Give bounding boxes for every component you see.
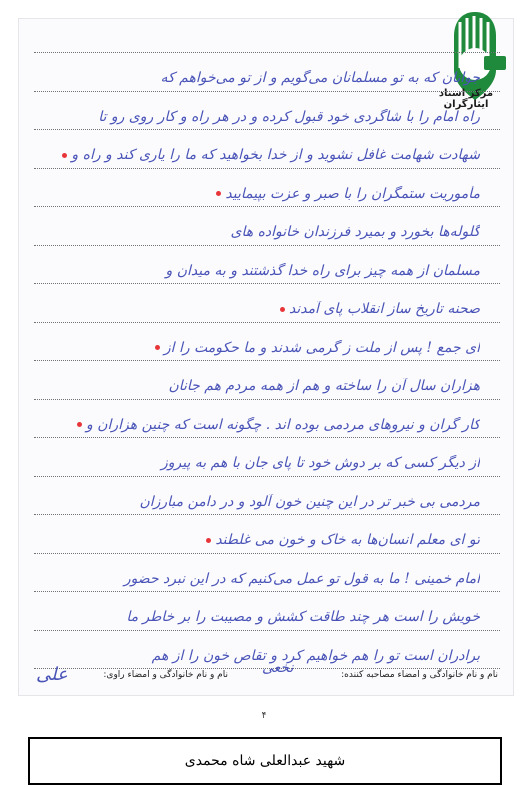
ruled-line bbox=[34, 591, 500, 592]
interviewer-signature: نخعی bbox=[262, 660, 294, 676]
handwritten-line: خویش را است هر چند طاقت کشش و مصیبت را بر خاطر ما bbox=[126, 609, 480, 625]
handwritten-line: مردمی بی خبر تر در این چنین خون آلود و در دامن مبارزان bbox=[139, 493, 480, 510]
page-number: ۴ bbox=[261, 711, 267, 721]
narrator-label: نام و نام خانوادگی و امضاء راوی: bbox=[103, 670, 228, 680]
handwritten-line: از دیگر کسی که بر دوش خود تا پای جان با هم به پیروز bbox=[160, 455, 480, 471]
ruled-line bbox=[34, 630, 500, 631]
ruled-line bbox=[34, 168, 500, 169]
ruled-line bbox=[34, 553, 500, 554]
handwritten-line: شهادت شهامت غافل نشوید و از خدا بخواهید که ما را یاری کند و راه و bbox=[40, 147, 480, 163]
ruled-line bbox=[34, 360, 500, 361]
handwritten-line: ای جمع ! پس از ملت ز گرمی شدند و ما حکومت را از bbox=[40, 340, 480, 356]
caption-box bbox=[28, 737, 502, 785]
red-dot-marker bbox=[62, 153, 67, 158]
ruled-line bbox=[34, 514, 500, 515]
organization-name: مرکز اسناد ایثارگران bbox=[438, 88, 494, 110]
handwritten-line: مسلمان از همه چیز برای راه خدا گذشتند و به میدان و bbox=[165, 262, 480, 279]
handwritten-line: کار گران و نیروهای مردمی بوده اند . چگونه است که چنین هزاران و bbox=[40, 417, 480, 433]
red-dot-marker bbox=[280, 307, 285, 312]
handwritten-line: جوانان که به تو مسلمانان می‌گویم و از تو می‌خواهم که bbox=[160, 70, 480, 86]
narrator-signature: علی bbox=[36, 664, 68, 685]
handwritten-line: برادران است تو را هم خواهیم کرد و تقاص خون را از هم bbox=[151, 647, 480, 664]
red-dot-marker bbox=[206, 538, 211, 543]
handwritten-line: هزاران سال آن را ساخته و هم از همه مردم هم جانان bbox=[168, 378, 480, 394]
ruled-line bbox=[34, 129, 500, 130]
red-dot-marker bbox=[216, 191, 221, 196]
handwritten-line: امام خمینی ! ما به قول تو عمل می‌کنیم که در این نبرد حضور bbox=[123, 570, 480, 587]
handwritten-line: مأموریت ستمگران را با صبر و عزت بپیمایید bbox=[40, 186, 480, 202]
ruled-line bbox=[34, 399, 500, 400]
red-dot-marker bbox=[77, 422, 82, 427]
ruled-line bbox=[34, 245, 500, 246]
red-dot-marker bbox=[155, 345, 160, 350]
handwritten-line: راه امام را با شاگردی خود قبول کرده و در هر راه و کار روی رو تا bbox=[98, 108, 480, 125]
ruled-line bbox=[34, 437, 500, 438]
interviewer-label: نام و نام خانوادگی و امضاء مصاحبه کننده: bbox=[341, 670, 498, 680]
ruled-line bbox=[34, 52, 500, 53]
handwritten-line: گلوله‌ها بخورد و بمیرد فرزندان خانواده های bbox=[230, 224, 480, 240]
ruled-line bbox=[34, 322, 500, 323]
caption-text: شهید عبدالعلی شاه محمدی bbox=[184, 753, 346, 769]
handwritten-line: تو ای معلم انسان‌ها به خاک و خون می غلطند bbox=[40, 532, 480, 548]
ruled-line bbox=[34, 91, 500, 92]
handwritten-line: صحنه تاریخ ساز انقلاب پای آمدند bbox=[40, 301, 480, 317]
ruled-line bbox=[34, 476, 500, 477]
ruled-line bbox=[34, 283, 500, 284]
ruled-line bbox=[34, 206, 500, 207]
